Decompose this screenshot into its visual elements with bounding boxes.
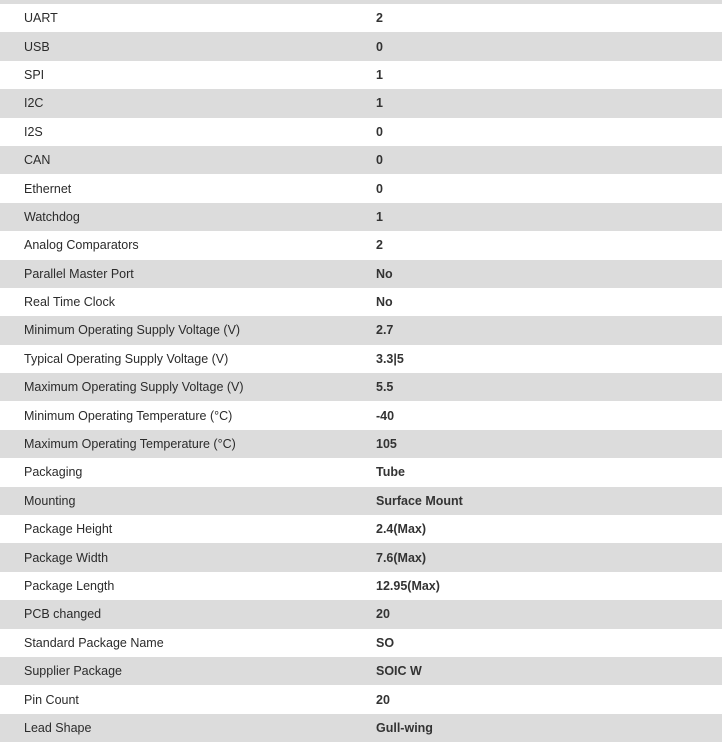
spec-table-body — [0, 4, 722, 742]
table-row — [0, 89, 722, 117]
spec-name: Maximum Operating Temperature (°C) — [0, 430, 376, 458]
spec-name: Typical Operating Supply Voltage (V) — [0, 345, 376, 373]
spec-value: Tube — [376, 458, 722, 486]
table-row — [0, 543, 722, 571]
spec-name: Parallel Master Port — [0, 260, 376, 288]
table-row — [0, 231, 722, 259]
spec-value: 2.4(Max) — [376, 515, 722, 543]
table-row — [0, 657, 722, 685]
spec-name: Minimum Operating Supply Voltage (V) — [0, 316, 376, 344]
table-row — [0, 515, 722, 543]
table-row — [0, 600, 722, 628]
spec-value: 3.3|5 — [376, 345, 722, 373]
table-row — [0, 174, 722, 202]
spec-name: Watchdog — [0, 203, 376, 231]
table-row — [0, 401, 722, 429]
spec-value: 0 — [376, 174, 722, 202]
spec-value: 1 — [376, 89, 722, 117]
spec-value: No — [376, 288, 722, 316]
spec-name: Lead Shape — [0, 714, 376, 742]
spec-value: 7.6(Max) — [376, 543, 722, 571]
spec-name: Pin Count — [0, 685, 376, 713]
table-row — [0, 260, 722, 288]
spec-value: Gull-wing — [376, 714, 722, 742]
spec-value: 20 — [376, 685, 722, 713]
spec-name: Real Time Clock — [0, 288, 376, 316]
spec-value: SO — [376, 629, 722, 657]
spec-value: 2.7 — [376, 316, 722, 344]
spec-name: Ethernet — [0, 174, 376, 202]
spec-value: 1 — [376, 203, 722, 231]
table-row — [0, 345, 722, 373]
table-row — [0, 629, 722, 657]
spec-value: SOIC W — [376, 657, 722, 685]
table-row — [0, 714, 722, 742]
spec-value: 0 — [376, 118, 722, 146]
spec-value: 0 — [376, 146, 722, 174]
spec-value: Surface Mount — [376, 487, 722, 515]
table-row — [0, 458, 722, 486]
spec-value: 2 — [376, 4, 722, 32]
spec-name: I2S — [0, 118, 376, 146]
table-row — [0, 203, 722, 231]
spec-name: Package Width — [0, 543, 376, 571]
table-row — [0, 32, 722, 60]
table-row — [0, 487, 722, 515]
spec-value: 5.5 — [376, 373, 722, 401]
table-row — [0, 572, 722, 600]
table-row — [0, 685, 722, 713]
spec-name: I2C — [0, 89, 376, 117]
table-row — [0, 316, 722, 344]
spec-value: 2 — [376, 231, 722, 259]
spec-value: -40 — [376, 401, 722, 429]
spec-name: Package Length — [0, 572, 376, 600]
spec-name: Standard Package Name — [0, 629, 376, 657]
spec-value: 1 — [376, 61, 722, 89]
spec-name: SPI — [0, 61, 376, 89]
spec-name: USB — [0, 32, 376, 60]
spec-value: 0 — [376, 32, 722, 60]
table-row — [0, 61, 722, 89]
spec-name: Package Height — [0, 515, 376, 543]
spec-name: Analog Comparators — [0, 231, 376, 259]
spec-table — [0, 4, 722, 742]
spec-name: Packaging — [0, 458, 376, 486]
spec-name: UART — [0, 4, 376, 32]
spec-name: Minimum Operating Temperature (°C) — [0, 401, 376, 429]
table-row — [0, 430, 722, 458]
spec-name: CAN — [0, 146, 376, 174]
table-row — [0, 118, 722, 146]
spec-value: 20 — [376, 600, 722, 628]
table-row — [0, 373, 722, 401]
table-row — [0, 4, 722, 32]
table-row — [0, 288, 722, 316]
spec-value: No — [376, 260, 722, 288]
spec-value: 105 — [376, 430, 722, 458]
spec-name: PCB changed — [0, 600, 376, 628]
spec-name: Supplier Package — [0, 657, 376, 685]
spec-name: Maximum Operating Supply Voltage (V) — [0, 373, 376, 401]
spec-value: 12.95(Max) — [376, 572, 722, 600]
spec-name: Mounting — [0, 487, 376, 515]
table-row — [0, 146, 722, 174]
